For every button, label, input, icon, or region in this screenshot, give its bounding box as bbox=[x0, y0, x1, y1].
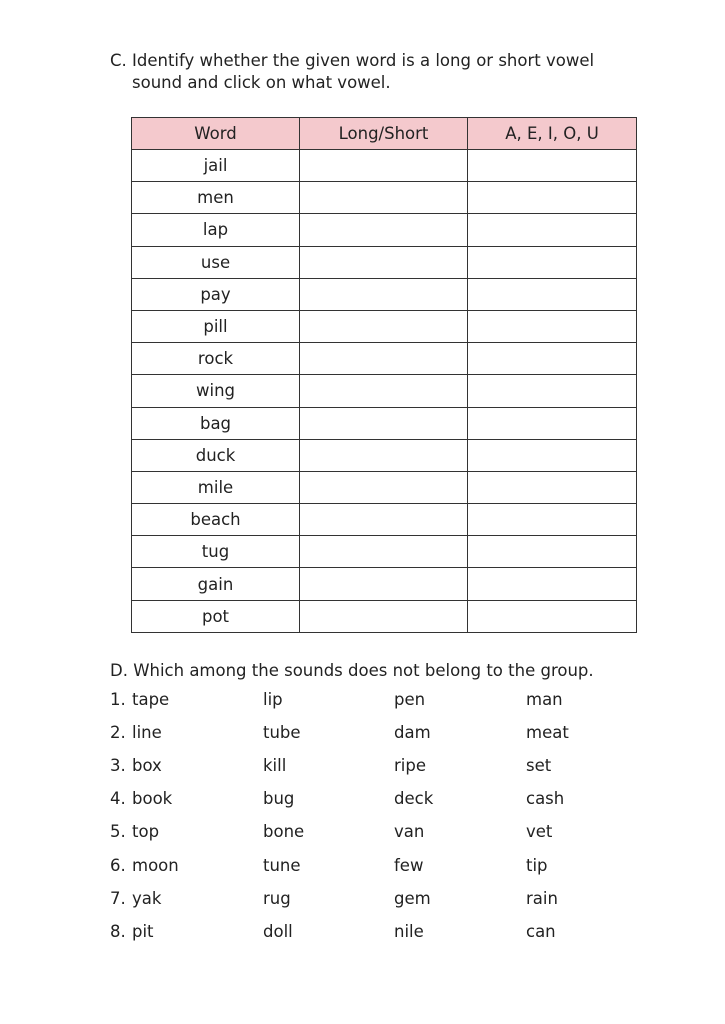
word-choice[interactable]: man bbox=[526, 690, 563, 709]
word-cell: bag bbox=[132, 407, 300, 439]
word-cell: tug bbox=[132, 536, 300, 568]
word-cell: duck bbox=[132, 439, 300, 471]
vowel-answer-cell[interactable] bbox=[468, 310, 637, 342]
word-choice[interactable]: van bbox=[394, 822, 425, 841]
table-row bbox=[132, 439, 637, 471]
vowel-answer-cell[interactable] bbox=[468, 600, 637, 632]
word-choice[interactable]: line bbox=[132, 723, 162, 742]
vowel-answer-cell[interactable] bbox=[468, 343, 637, 375]
vowel-answer-cell[interactable] bbox=[468, 407, 637, 439]
section-c-title-line2: sound and click on what vowel. bbox=[132, 73, 391, 92]
table-row bbox=[132, 375, 637, 407]
long-short-answer-cell[interactable] bbox=[300, 150, 468, 182]
long-short-answer-cell[interactable] bbox=[300, 278, 468, 310]
table-row bbox=[132, 536, 637, 568]
table-row bbox=[132, 504, 637, 536]
table-row bbox=[132, 407, 637, 439]
header-vowel: A, E, I, O, U bbox=[468, 118, 637, 150]
long-short-answer-cell[interactable] bbox=[300, 407, 468, 439]
long-short-answer-cell[interactable] bbox=[300, 214, 468, 246]
word-choice[interactable]: cash bbox=[526, 789, 565, 808]
word-choice[interactable]: tape bbox=[132, 690, 170, 709]
word-choice[interactable]: rug bbox=[263, 889, 291, 908]
table-row bbox=[132, 214, 637, 246]
word-choice[interactable]: tune bbox=[263, 856, 301, 875]
item-number: 8. bbox=[110, 922, 126, 941]
vowel-answer-cell[interactable] bbox=[468, 568, 637, 600]
word-choice[interactable]: few bbox=[394, 856, 424, 875]
section-c-title-line1: C. Identify whether the given word is a long or short vowel bbox=[110, 51, 595, 70]
table-row bbox=[132, 568, 637, 600]
long-short-answer-cell[interactable] bbox=[300, 504, 468, 536]
word-cell: men bbox=[132, 182, 300, 214]
long-short-answer-cell[interactable] bbox=[300, 439, 468, 471]
word-cell: wing bbox=[132, 375, 300, 407]
word-choice[interactable]: tip bbox=[526, 856, 548, 875]
word-choice[interactable]: deck bbox=[394, 789, 434, 808]
word-cell: rock bbox=[132, 343, 300, 375]
table-row bbox=[132, 310, 637, 342]
table-row bbox=[132, 343, 637, 375]
section-c-instructions bbox=[110, 50, 670, 94]
word-choice[interactable]: doll bbox=[263, 922, 293, 941]
word-choice[interactable]: kill bbox=[263, 756, 287, 775]
long-short-answer-cell[interactable] bbox=[300, 568, 468, 600]
word-cell: gain bbox=[132, 568, 300, 600]
word-cell: mile bbox=[132, 471, 300, 503]
word-choice[interactable]: bone bbox=[263, 822, 305, 841]
item-number: 1. bbox=[110, 690, 126, 709]
word-choice[interactable]: can bbox=[526, 922, 556, 941]
long-short-answer-cell[interactable] bbox=[300, 471, 468, 503]
word-cell: use bbox=[132, 246, 300, 278]
vowel-table bbox=[131, 117, 637, 633]
table-row bbox=[132, 150, 637, 182]
word-choice[interactable]: meat bbox=[526, 723, 569, 742]
table-row bbox=[132, 278, 637, 310]
vowel-answer-cell[interactable] bbox=[468, 278, 637, 310]
item-number: 6. bbox=[110, 856, 126, 875]
vowel-answer-cell[interactable] bbox=[468, 182, 637, 214]
table-row bbox=[132, 246, 637, 278]
word-choice[interactable]: top bbox=[132, 822, 160, 841]
word-choice[interactable]: lip bbox=[263, 690, 283, 709]
word-choice[interactable]: vet bbox=[526, 822, 553, 841]
word-cell: beach bbox=[132, 504, 300, 536]
vowel-answer-cell[interactable] bbox=[468, 150, 637, 182]
vowel-answer-cell[interactable] bbox=[468, 471, 637, 503]
item-number: 2. bbox=[110, 723, 126, 742]
vowel-answer-cell[interactable] bbox=[468, 375, 637, 407]
item-number: 7. bbox=[110, 889, 126, 908]
table-header-row bbox=[132, 118, 637, 150]
long-short-answer-cell[interactable] bbox=[300, 246, 468, 278]
header-word: Word bbox=[132, 118, 300, 150]
word-choice[interactable]: pen bbox=[394, 690, 426, 709]
item-number: 3. bbox=[110, 756, 126, 775]
word-cell: pay bbox=[132, 278, 300, 310]
word-cell: lap bbox=[132, 214, 300, 246]
section-d-instructions: D. Which among the sounds does not belong to the group. bbox=[110, 661, 594, 680]
word-choice[interactable]: moon bbox=[132, 856, 179, 875]
word-choice[interactable]: tube bbox=[263, 723, 301, 742]
long-short-answer-cell[interactable] bbox=[300, 375, 468, 407]
word-choice[interactable]: set bbox=[526, 756, 552, 775]
word-cell: pill bbox=[132, 310, 300, 342]
word-choice[interactable]: box bbox=[132, 756, 162, 775]
long-short-answer-cell[interactable] bbox=[300, 182, 468, 214]
vowel-answer-cell[interactable] bbox=[468, 214, 637, 246]
table-row bbox=[132, 471, 637, 503]
long-short-answer-cell[interactable] bbox=[300, 310, 468, 342]
word-choice[interactable]: yak bbox=[132, 889, 162, 908]
word-choice[interactable]: dam bbox=[394, 723, 431, 742]
table-row bbox=[132, 182, 637, 214]
word-choice[interactable]: book bbox=[132, 789, 173, 808]
vowel-answer-cell[interactable] bbox=[468, 246, 637, 278]
word-choice[interactable]: bug bbox=[263, 789, 295, 808]
vowel-answer-cell[interactable] bbox=[468, 504, 637, 536]
long-short-answer-cell[interactable] bbox=[300, 536, 468, 568]
word-choice[interactable]: gem bbox=[394, 889, 431, 908]
vowel-answer-cell[interactable] bbox=[468, 439, 637, 471]
item-number: 5. bbox=[110, 822, 126, 841]
long-short-answer-cell[interactable] bbox=[300, 343, 468, 375]
word-choice[interactable]: ripe bbox=[394, 756, 426, 775]
word-choice[interactable]: pit bbox=[132, 922, 154, 941]
word-cell: pot bbox=[132, 600, 300, 632]
word-choice[interactable]: nile bbox=[394, 922, 424, 941]
item-number: 4. bbox=[110, 789, 126, 808]
table-row bbox=[132, 600, 637, 632]
vowel-answer-cell[interactable] bbox=[468, 536, 637, 568]
header-long-short: Long/Short bbox=[300, 118, 468, 150]
word-cell: jail bbox=[132, 150, 300, 182]
long-short-answer-cell[interactable] bbox=[300, 600, 468, 632]
word-choice[interactable]: rain bbox=[526, 889, 558, 908]
